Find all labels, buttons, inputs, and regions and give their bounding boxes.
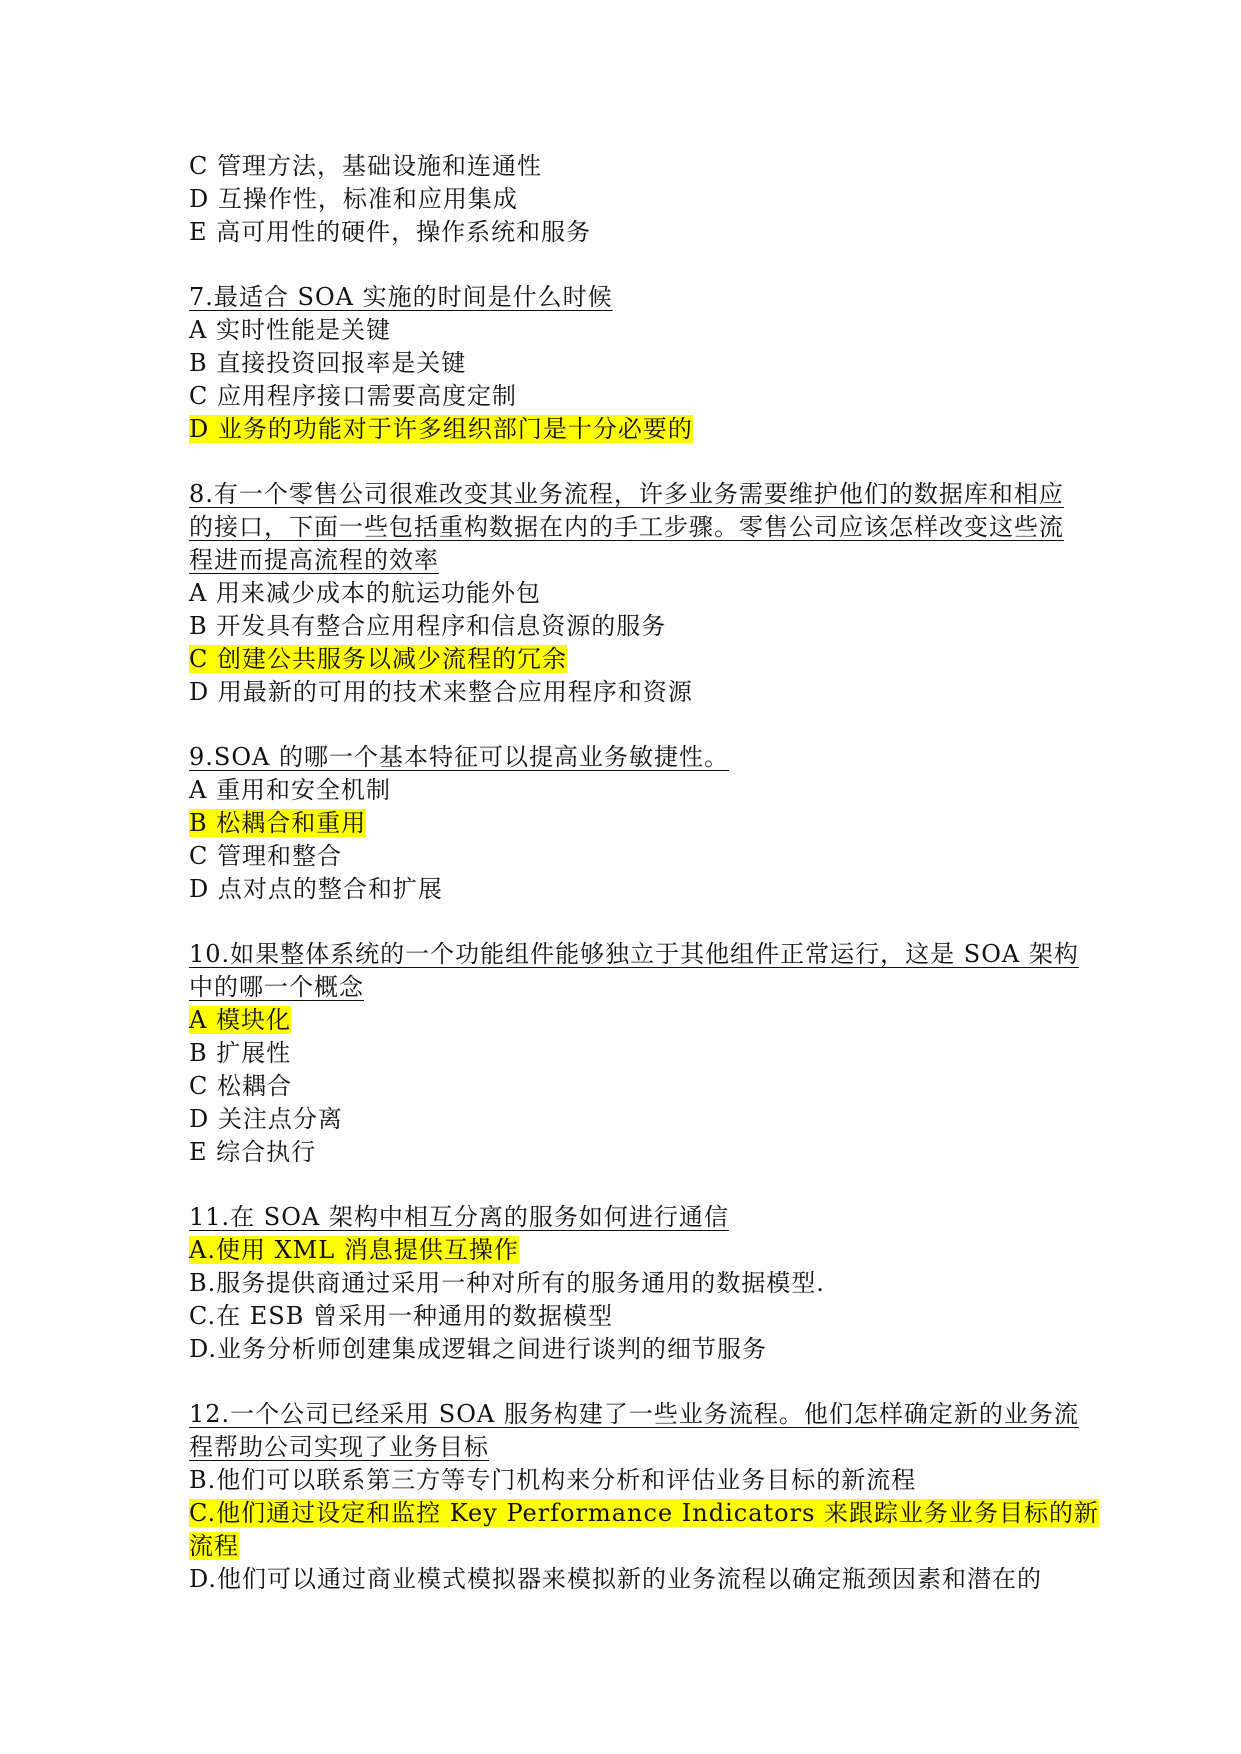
option-c-correct-continued: 流程: [189, 1532, 239, 1560]
option-d: D 互操作性，标准和应用集成: [189, 185, 518, 213]
option-b-correct: B 松耦合和重用: [189, 809, 367, 837]
option-b: B 直接投资回报率是关键: [189, 349, 467, 377]
question-9-text: 9.SOA 的哪一个基本特征可以提高业务敏捷性。: [189, 743, 729, 771]
option-c-correct: C 创建公共服务以减少流程的冗余: [189, 645, 567, 673]
question-11-text: 11.在 SOA 架构中相互分离的服务如何进行通信: [189, 1203, 729, 1231]
option-a-correct: A.使用 XML 消息提供互操作: [189, 1236, 519, 1264]
option-a: A 实时性能是关键: [189, 316, 391, 344]
document-page: [189, 150, 1100, 1596]
option-c: C 松耦合: [189, 1072, 292, 1100]
question-10-text: 10.如果整体系统的一个功能组件能够独立于其他组件正常运行，这是 SOA 架构 中的哪一个概念: [189, 940, 1079, 1001]
option-d: D 用最新的可用的技术来整合应用程序和资源: [189, 678, 693, 706]
question-6-options: [189, 150, 1063, 249]
option-d: D 点对点的整合和扩展: [189, 875, 443, 903]
question-11: [189, 1201, 1063, 1366]
option-d: D 关注点分离: [189, 1105, 343, 1133]
question-8-text: 8.有一个零售公司很难改变其业务流程，许多业务需要维护他们的数据库和相应 的接口，下面一些包括重构数据在内的手工步骤。零售公司应该怎样改变这些流 程进而提高流程的效率: [189, 480, 1064, 574]
option-d-correct: D 业务的功能对于许多组织部门是十分必要的: [189, 415, 693, 443]
question-12-text: 12.一个公司已经采用 SOA 服务构建了一些业务流程。他们怎样确定新的业务流 程帮助公司实现了业务目标: [189, 1400, 1079, 1461]
question-9: [189, 741, 1063, 906]
option-c: C 应用程序接口需要高度定制: [189, 382, 517, 410]
option-a: A 重用和安全机制: [189, 776, 391, 804]
option-b: B 扩展性: [189, 1039, 292, 1067]
question-10: [189, 938, 1079, 1169]
option-c: C 管理和整合: [189, 842, 342, 870]
question-7: [189, 281, 1063, 446]
option-b: B.服务提供商通过采用一种对所有的服务通用的数据模型.: [189, 1269, 825, 1297]
option-e: E 高可用性的硬件，操作系统和服务: [189, 218, 592, 246]
option-d: D.他们可以通过商业模式模拟器来模拟新的业务流程以确定瓶颈因素和潜在的: [189, 1565, 1043, 1593]
option-c: C 管理方法，基础设施和连通性: [189, 152, 542, 180]
option-d: D.业务分析师创建集成逻辑之间进行谈判的细节服务: [189, 1335, 768, 1363]
question-7-text: 7.最适合 SOA 实施的时间是什么时候: [189, 283, 613, 311]
option-b: B.他们可以联系第三方等专门机构来分析和评估业务目标的新流程: [189, 1466, 917, 1494]
option-a-correct: A 模块化: [189, 1006, 291, 1034]
question-8: [189, 478, 1063, 709]
option-c-correct: C.他们通过设定和监控 Key Performance Indicators 来跟踪业务业务目标的新: [189, 1499, 1100, 1527]
option-a: A 用来减少成本的航运功能外包: [189, 579, 541, 607]
question-12: [189, 1398, 1100, 1596]
option-e: E 综合执行: [189, 1138, 317, 1166]
option-c: C.在 ESB 曾采用一种通用的数据模型: [189, 1302, 613, 1330]
option-b: B 开发具有整合应用程序和信息资源的服务: [189, 612, 667, 640]
